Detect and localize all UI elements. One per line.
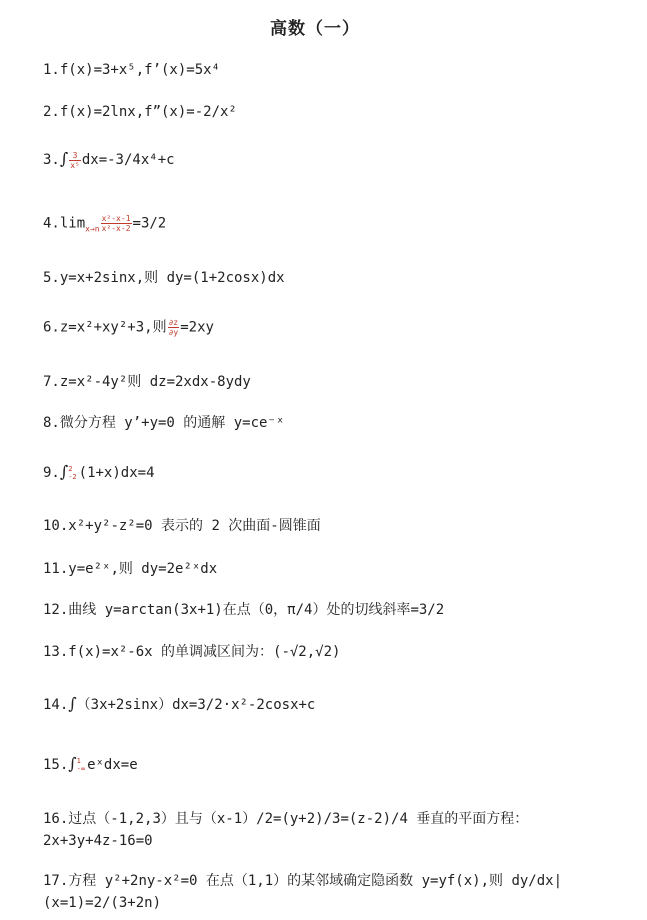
list-item [43, 560, 217, 578]
list-item [43, 808, 603, 852]
list-item [43, 755, 138, 774]
list-item [43, 601, 444, 619]
page-title: 高数（一） [270, 19, 360, 39]
item-number: 7. [43, 374, 60, 390]
item-text: f(x)=3+x⁵,f’(x)=5x⁴ [59, 62, 221, 78]
fraction-numerator: ∂z [168, 318, 179, 327]
item-text-tail: =2xy [180, 319, 214, 336]
item-text: z=x²-4y²则 dz=2xdx-8ydy [59, 374, 251, 390]
integral-symbol: ∫ [59, 149, 69, 168]
list-item [43, 695, 315, 714]
list-item [43, 214, 166, 239]
item-number: 11. [43, 561, 69, 577]
item-number: 9. [43, 465, 60, 481]
item-number: 10. [43, 518, 69, 534]
item-number: 16. [43, 811, 69, 827]
fraction-denominator: x²-x-2 [101, 224, 131, 233]
item-text: dx=-3/4x⁴+c [81, 152, 175, 168]
item-number: 2. [43, 104, 60, 120]
limit-label: lim [59, 215, 86, 232]
list-item [43, 61, 220, 79]
integral-symbol: ∫ [68, 694, 77, 713]
item-text: y=e²ˣ,则 dy=2e²ˣdx [68, 561, 218, 577]
item-text: z=x²+xy²+3,则 [59, 319, 167, 336]
list-item [43, 643, 340, 661]
lower-bound: -∞ [76, 765, 86, 773]
item-number: 17. [43, 873, 69, 889]
list-item [43, 318, 214, 337]
item-number: 1. [43, 62, 60, 78]
fraction-denominator: x⁵ [70, 160, 80, 170]
list-item [43, 517, 321, 535]
item-text: x²+y²-z²=0 表示的 2 次曲面-圆锥面 [68, 518, 321, 534]
fraction [69, 151, 81, 170]
item-text: =3/2 [132, 215, 167, 232]
item-number: 3. [43, 152, 60, 168]
item-number: 13. [43, 644, 69, 660]
partial-fraction [168, 318, 180, 337]
limit-subscript: x→n [85, 224, 100, 234]
item-text: 微分方程 y’+y=0 的通解 y=ce⁻ˣ [59, 415, 285, 431]
item-text: f(x)=x²-6x 的单调减区间为：(-√2,√2) [68, 644, 341, 660]
item-number: 14. [43, 697, 69, 713]
item-text: (1+x)dx=4 [78, 465, 155, 481]
list-item [43, 373, 251, 391]
integral-symbol: ∫ [68, 754, 77, 773]
list-item [43, 150, 175, 170]
item-number: 15. [43, 757, 69, 773]
fraction [101, 214, 132, 233]
list-item [43, 414, 284, 432]
item-text: eˣdx=e [87, 757, 138, 773]
item-text: y=x+2sinx,则 dy=(1+2cosx)dx [59, 270, 285, 286]
item-text: 曲线 y=arctan(3x+1)在点（0，π/4）处的切线斜率=3/2 [68, 602, 445, 618]
item-text: 方程 y²+2ny-x²=0 在点（1,1）的某邻域确定隐函数 y=yf(x),则 dy/dx|(x=1)=2/(3+2n) [43, 873, 563, 911]
list-item [43, 269, 285, 287]
lower-bound: -2 [68, 473, 77, 481]
item-number: 5. [43, 270, 60, 286]
upper-bound: 1 [76, 757, 81, 765]
list-item [43, 870, 603, 914]
fraction-numerator: x²-x-1 [101, 214, 131, 223]
list-item [43, 463, 155, 482]
item-number: 8. [43, 415, 60, 431]
fraction-denominator: ∂y [168, 328, 179, 337]
integral-bounds [77, 757, 85, 773]
integral-bounds [68, 465, 76, 481]
fraction-numerator: 3 [69, 151, 81, 161]
integral-symbol: ∫ [59, 462, 69, 481]
item-number: 6. [43, 319, 60, 336]
upper-bound: 2 [68, 465, 73, 473]
item-text: （3x+2sinx）dx=3/2·x²-2cosx+c [76, 697, 316, 713]
item-number: 12. [43, 602, 69, 618]
item-text: 过点（-1,2,3）且与（x-1）/2=(y+2)/3=(z-2)/4 垂直的平面方程：2x+3y+4z-16=0 [43, 811, 529, 849]
list-item [43, 103, 237, 121]
item-number: 4. [43, 215, 60, 232]
item-text: f(x)=2lnx,f”(x)=-2/x² [59, 104, 237, 120]
